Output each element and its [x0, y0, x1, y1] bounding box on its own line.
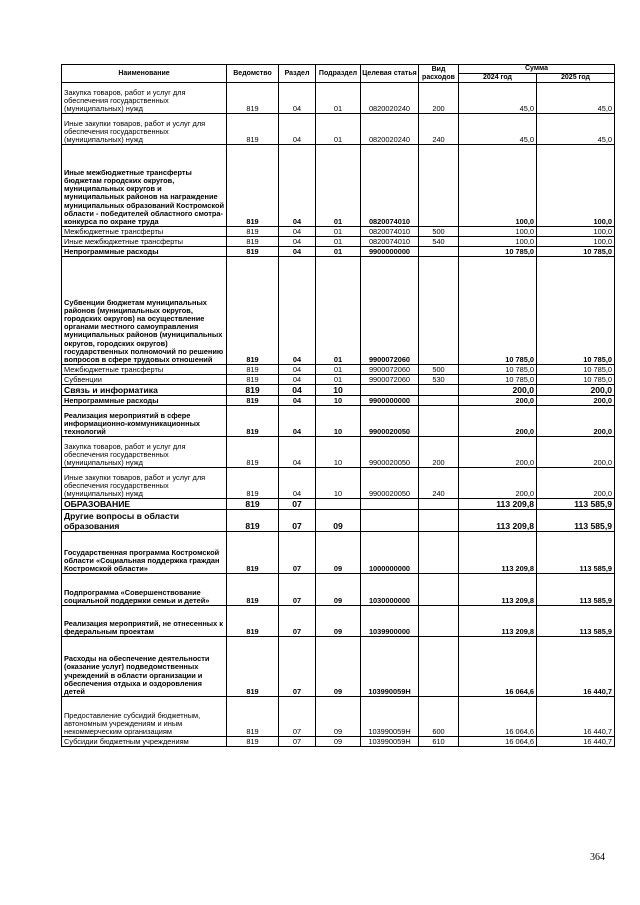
cell-sub: 09	[316, 697, 361, 737]
cell-sub: 09	[316, 532, 361, 574]
cell-dept: 819	[227, 437, 279, 468]
cell-sec: 04	[279, 145, 316, 227]
cell-dept: 819	[227, 468, 279, 499]
cell-name: Закупка товаров, работ и услуг для обеспечения государственных (муниципальных) нужд	[62, 437, 227, 468]
cell-v2025: 100,0	[537, 237, 615, 247]
cell-v2025: 113 585,9	[537, 606, 615, 637]
cell-sec: 04	[279, 114, 316, 145]
table-row	[62, 437, 615, 468]
cell-sec: 04	[279, 396, 316, 406]
cell-name: Предоставление субсидий бюджетным, автономным учреждениям и иным некоммерческим организациям	[62, 697, 227, 737]
cell-sub: 10	[316, 468, 361, 499]
header-section: Раздел	[279, 65, 316, 83]
cell-target: 103990059Н	[361, 697, 419, 737]
cell-name: Реализация мероприятий, не отнесенных к федеральным проектам	[62, 606, 227, 637]
cell-v2024: 10 785,0	[459, 257, 537, 365]
cell-v2025: 200,0	[537, 396, 615, 406]
cell-name: Субвенции бюджетам муниципальных районов (муниципальных округов, городских округов) на осуществление органами местного самоуправления муниципальных районов (муниципальных округов, городских округов) государственных полномочий по решению вопросов в сфере трудовых отношений	[62, 257, 227, 365]
table-row	[62, 365, 615, 375]
cell-name: Другие вопросы в области образования	[62, 510, 227, 532]
cell-target: 9900020050	[361, 437, 419, 468]
cell-sub: 01	[316, 375, 361, 385]
table-row	[62, 406, 615, 437]
cell-sub: 01	[316, 247, 361, 257]
cell-v2024: 200,0	[459, 385, 537, 396]
cell-sec: 04	[279, 385, 316, 396]
cell-type: 500	[419, 365, 459, 375]
cell-type	[419, 396, 459, 406]
cell-sub	[316, 499, 361, 510]
cell-v2025: 10 785,0	[537, 375, 615, 385]
cell-type	[419, 385, 459, 396]
cell-sub: 09	[316, 510, 361, 532]
cell-v2024: 200,0	[459, 396, 537, 406]
cell-name: Закупка товаров, работ и услуг для обеспечения государственных (муниципальных) нужд	[62, 83, 227, 114]
page-number: 364	[590, 852, 605, 863]
cell-type: 600	[419, 697, 459, 737]
table-row	[62, 114, 615, 145]
cell-sec: 04	[279, 83, 316, 114]
cell-v2025: 200,0	[537, 406, 615, 437]
cell-type	[419, 247, 459, 257]
table-row	[62, 257, 615, 365]
cell-type	[419, 574, 459, 606]
cell-name: Иные закупки товаров, работ и услуг для обеспечения государственных (муниципальных) нужд	[62, 468, 227, 499]
cell-target: 1039900000	[361, 606, 419, 637]
cell-v2025: 45,0	[537, 83, 615, 114]
cell-sub: 01	[316, 227, 361, 237]
cell-v2024: 113 209,8	[459, 499, 537, 510]
table-row	[62, 385, 615, 396]
cell-dept: 819	[227, 499, 279, 510]
cell-v2024: 45,0	[459, 83, 537, 114]
cell-name: Межбюджетные трансферты	[62, 365, 227, 375]
header-name: Наименование	[62, 65, 227, 83]
cell-type	[419, 510, 459, 532]
table-row	[62, 145, 615, 227]
cell-v2024: 113 209,8	[459, 532, 537, 574]
cell-target: 0820074010	[361, 145, 419, 227]
cell-name: Иные межбюджетные трансферты	[62, 237, 227, 247]
cell-v2024: 10 785,0	[459, 365, 537, 375]
cell-v2025: 113 585,9	[537, 532, 615, 574]
cell-v2024: 10 785,0	[459, 247, 537, 257]
cell-sub: 01	[316, 114, 361, 145]
cell-name: Реализация мероприятий в сфере информационно-коммуникационных технологий	[62, 406, 227, 437]
cell-dept: 819	[227, 697, 279, 737]
cell-sub: 01	[316, 237, 361, 247]
cell-dept: 819	[227, 237, 279, 247]
cell-dept: 819	[227, 510, 279, 532]
cell-name: Государственная программа Костромской области «Социальная поддержка граждан Костромской области»	[62, 532, 227, 574]
cell-sub: 09	[316, 737, 361, 747]
cell-sec: 07	[279, 499, 316, 510]
table-row	[62, 499, 615, 510]
cell-type	[419, 499, 459, 510]
cell-v2025: 10 785,0	[537, 365, 615, 375]
cell-target: 0820074010	[361, 227, 419, 237]
cell-type: 240	[419, 468, 459, 499]
cell-target	[361, 385, 419, 396]
cell-type: 240	[419, 114, 459, 145]
header-subsection: Подраздел	[316, 65, 361, 83]
cell-type: 200	[419, 437, 459, 468]
cell-type	[419, 257, 459, 365]
cell-sub: 10	[316, 406, 361, 437]
cell-name: Субвенции	[62, 375, 227, 385]
cell-dept: 819	[227, 637, 279, 697]
cell-v2024: 200,0	[459, 468, 537, 499]
cell-v2025: 100,0	[537, 145, 615, 227]
cell-dept: 819	[227, 574, 279, 606]
cell-v2025: 113 585,9	[537, 510, 615, 532]
cell-sec: 04	[279, 365, 316, 375]
cell-name: Иные межбюджетные трансферты бюджетам городских округов, муниципальных округов и муниципальных районов на награждение муниципальных образований Костромской области - победителей областного смотра-конкурса по охране труда	[62, 145, 227, 227]
cell-v2024: 200,0	[459, 406, 537, 437]
cell-v2024: 113 209,8	[459, 606, 537, 637]
table-row	[62, 468, 615, 499]
cell-v2025: 45,0	[537, 114, 615, 145]
cell-sec: 04	[279, 237, 316, 247]
cell-sec: 04	[279, 247, 316, 257]
cell-dept: 819	[227, 227, 279, 237]
cell-v2025: 200,0	[537, 468, 615, 499]
header-2025: 2025 год	[537, 74, 615, 83]
cell-v2024: 113 209,8	[459, 510, 537, 532]
cell-sub: 01	[316, 365, 361, 375]
cell-sub: 10	[316, 385, 361, 396]
cell-dept: 819	[227, 532, 279, 574]
cell-type: 610	[419, 737, 459, 747]
cell-name: Непрограммные расходы	[62, 396, 227, 406]
cell-target: 0820074010	[361, 237, 419, 247]
cell-name: Субсидии бюджетным учреждениям	[62, 737, 227, 747]
header-2024: 2024 год	[459, 74, 537, 83]
cell-target: 9900020050	[361, 468, 419, 499]
cell-type	[419, 637, 459, 697]
cell-sec: 04	[279, 257, 316, 365]
cell-sec: 07	[279, 737, 316, 747]
cell-v2024: 10 785,0	[459, 375, 537, 385]
table-row	[62, 227, 615, 237]
cell-v2024: 113 209,8	[459, 574, 537, 606]
cell-sec: 07	[279, 606, 316, 637]
cell-dept: 819	[227, 375, 279, 385]
table-header	[62, 65, 615, 83]
cell-target: 9900000000	[361, 247, 419, 257]
cell-v2025: 16 440,7	[537, 737, 615, 747]
header-sum: Сумма	[459, 65, 615, 74]
header-target: Целевая статья	[361, 65, 419, 83]
cell-sub: 01	[316, 257, 361, 365]
cell-v2025: 200,0	[537, 437, 615, 468]
cell-name: Непрограммные расходы	[62, 247, 227, 257]
cell-v2024: 100,0	[459, 237, 537, 247]
cell-sub: 01	[316, 145, 361, 227]
cell-v2024: 16 064,6	[459, 737, 537, 747]
cell-v2024: 100,0	[459, 227, 537, 237]
cell-sec: 07	[279, 532, 316, 574]
cell-type	[419, 145, 459, 227]
table-row	[62, 697, 615, 737]
cell-sub: 09	[316, 574, 361, 606]
cell-target	[361, 499, 419, 510]
table-row	[62, 237, 615, 247]
table-row	[62, 396, 615, 406]
table-row	[62, 375, 615, 385]
cell-name: Межбюджетные трансферты	[62, 227, 227, 237]
cell-sec: 07	[279, 697, 316, 737]
cell-v2025: 200,0	[537, 385, 615, 396]
cell-target: 1000000000	[361, 532, 419, 574]
cell-dept: 819	[227, 257, 279, 365]
cell-sub: 10	[316, 396, 361, 406]
table-row	[62, 637, 615, 697]
table-row	[62, 83, 615, 114]
cell-target: 9900072060	[361, 375, 419, 385]
cell-name: Подпрограмма «Совершенствование социальной поддержки семьи и детей»	[62, 574, 227, 606]
cell-sec: 07	[279, 637, 316, 697]
cell-v2025: 10 785,0	[537, 247, 615, 257]
cell-v2025: 113 585,9	[537, 499, 615, 510]
cell-target: 9900072060	[361, 257, 419, 365]
cell-v2025: 16 440,7	[537, 697, 615, 737]
cell-v2025: 100,0	[537, 227, 615, 237]
cell-dept: 819	[227, 406, 279, 437]
cell-sec: 07	[279, 574, 316, 606]
cell-name: Связь и информатика	[62, 385, 227, 396]
cell-dept: 819	[227, 385, 279, 396]
cell-v2024: 200,0	[459, 437, 537, 468]
cell-target	[361, 510, 419, 532]
cell-target: 103990059Н	[361, 637, 419, 697]
cell-target: 1030000000	[361, 574, 419, 606]
cell-target: 9900000000	[361, 396, 419, 406]
cell-type	[419, 532, 459, 574]
cell-sec: 07	[279, 510, 316, 532]
cell-sub: 10	[316, 437, 361, 468]
cell-sec: 04	[279, 227, 316, 237]
cell-v2025: 10 785,0	[537, 257, 615, 365]
header-dept: Ведомство	[227, 65, 279, 83]
cell-sub: 09	[316, 637, 361, 697]
cell-name: Расходы на обеспечение деятельности (оказание услуг) подведомственных учреждений в области организации и обеспечения отдыха и оздоровления детей	[62, 637, 227, 697]
cell-dept: 819	[227, 365, 279, 375]
table-row	[62, 247, 615, 257]
cell-target: 9900020050	[361, 406, 419, 437]
cell-dept: 819	[227, 114, 279, 145]
cell-type: 530	[419, 375, 459, 385]
cell-target: 0820020240	[361, 83, 419, 114]
cell-v2025: 16 440,7	[537, 637, 615, 697]
cell-v2024: 45,0	[459, 114, 537, 145]
cell-target: 9900072060	[361, 365, 419, 375]
cell-v2025: 113 585,9	[537, 574, 615, 606]
cell-type: 200	[419, 83, 459, 114]
cell-dept: 819	[227, 606, 279, 637]
budget-table	[61, 64, 615, 747]
table-row	[62, 606, 615, 637]
cell-type: 500	[419, 227, 459, 237]
table-row	[62, 574, 615, 606]
cell-sec: 04	[279, 375, 316, 385]
cell-sec: 04	[279, 437, 316, 468]
cell-name: Иные закупки товаров, работ и услуг для обеспечения государственных (муниципальных) нужд	[62, 114, 227, 145]
cell-v2024: 16 064,6	[459, 637, 537, 697]
cell-name: ОБРАЗОВАНИЕ	[62, 499, 227, 510]
cell-dept: 819	[227, 83, 279, 114]
cell-target: 0820020240	[361, 114, 419, 145]
cell-sec: 04	[279, 406, 316, 437]
cell-target: 103990059Н	[361, 737, 419, 747]
cell-sub: 09	[316, 606, 361, 637]
table-body	[62, 83, 615, 747]
cell-dept: 819	[227, 247, 279, 257]
cell-sub: 01	[316, 83, 361, 114]
table-row	[62, 510, 615, 532]
cell-type	[419, 606, 459, 637]
table-row	[62, 737, 615, 747]
cell-v2024: 100,0	[459, 145, 537, 227]
table-row	[62, 532, 615, 574]
cell-type	[419, 406, 459, 437]
cell-dept: 819	[227, 145, 279, 227]
cell-sec: 04	[279, 468, 316, 499]
cell-v2024: 16 064,6	[459, 697, 537, 737]
header-exp-type: Вид расходов	[419, 65, 459, 83]
cell-dept: 819	[227, 737, 279, 747]
cell-dept: 819	[227, 396, 279, 406]
cell-type: 540	[419, 237, 459, 247]
